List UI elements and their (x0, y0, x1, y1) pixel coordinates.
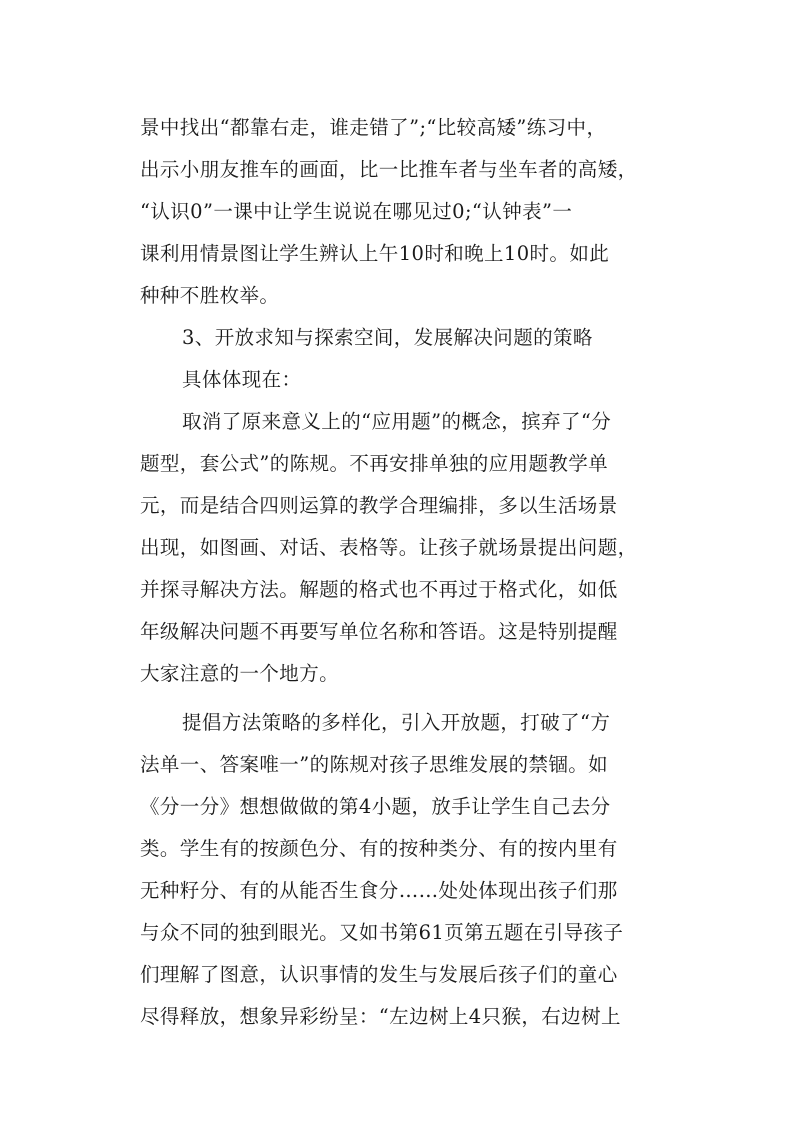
text-line: 课利用情景图让学生辨认上午10时和晚上10时。如此 (140, 242, 610, 265)
text-line: 题型，套公式”的陈规。不再安排单独的应用题教学单 (140, 452, 609, 475)
paragraph-start: 提倡方法策略的多样化，引入开放题，打破了“方 (182, 711, 611, 734)
document-body (140, 107, 668, 1038)
text-line: 出现，如图画、对话、表格等。让孩子就场景提出问题， (140, 536, 638, 559)
text-line: 类。学生有的按颜色分、有的按种类分、有的按内里有 (140, 837, 618, 860)
text-line: 与众不同的独到眼光。又如书第61页第五题在引导孩子 (140, 921, 624, 944)
text-line: 法单一、答案唯一”的陈规对孩子思维发展的禁锢。如 (140, 753, 609, 776)
text-line: “认识0”一课中让学生说说在哪见过0;“认钟表”一 (140, 200, 573, 223)
text-line: 出示小朋友推车的画面，比一比推车者与坐车者的高矮， (140, 158, 638, 181)
text-line: 年级解决问题不再要写单位名称和答语。这是特别提醒 (140, 620, 618, 643)
text-line: 们理解了图意，认识事情的发生与发展后孩子们的童心 (140, 963, 618, 986)
section-heading: 3、开放求知与探索空间，发展解决问题的策略 (182, 326, 593, 349)
text-line: 元，而是结合四则运算的教学合理编排，多以生活场景 (140, 494, 618, 517)
text-line: 种种不胜枚举。 (140, 284, 280, 307)
text-line: 无种籽分、有的从能否生食分……处处体现出孩子们那 (140, 879, 618, 902)
text-line: 尽得释放，想象异彩纷呈：“左边树上4只猴，右边树上 (140, 1005, 621, 1028)
paragraph-gap (140, 695, 668, 702)
text-line: 景中找出“都靠右走，谁走错了”;“比较高矮”练习中， (140, 116, 607, 139)
text-line: 大家注意的一个地方。 (140, 662, 340, 685)
paragraph-intro: 具体体现在： (182, 368, 302, 391)
text-line: 《分一分》想想做做的第4小题，放手让学生自己去分 (140, 795, 611, 818)
paragraph-start: 取消了原来意义上的“应用题”的概念，摈弃了“分 (182, 410, 612, 433)
text-line: 并探寻解决方法。解题的格式也不再过于格式化，如低 (140, 578, 618, 601)
